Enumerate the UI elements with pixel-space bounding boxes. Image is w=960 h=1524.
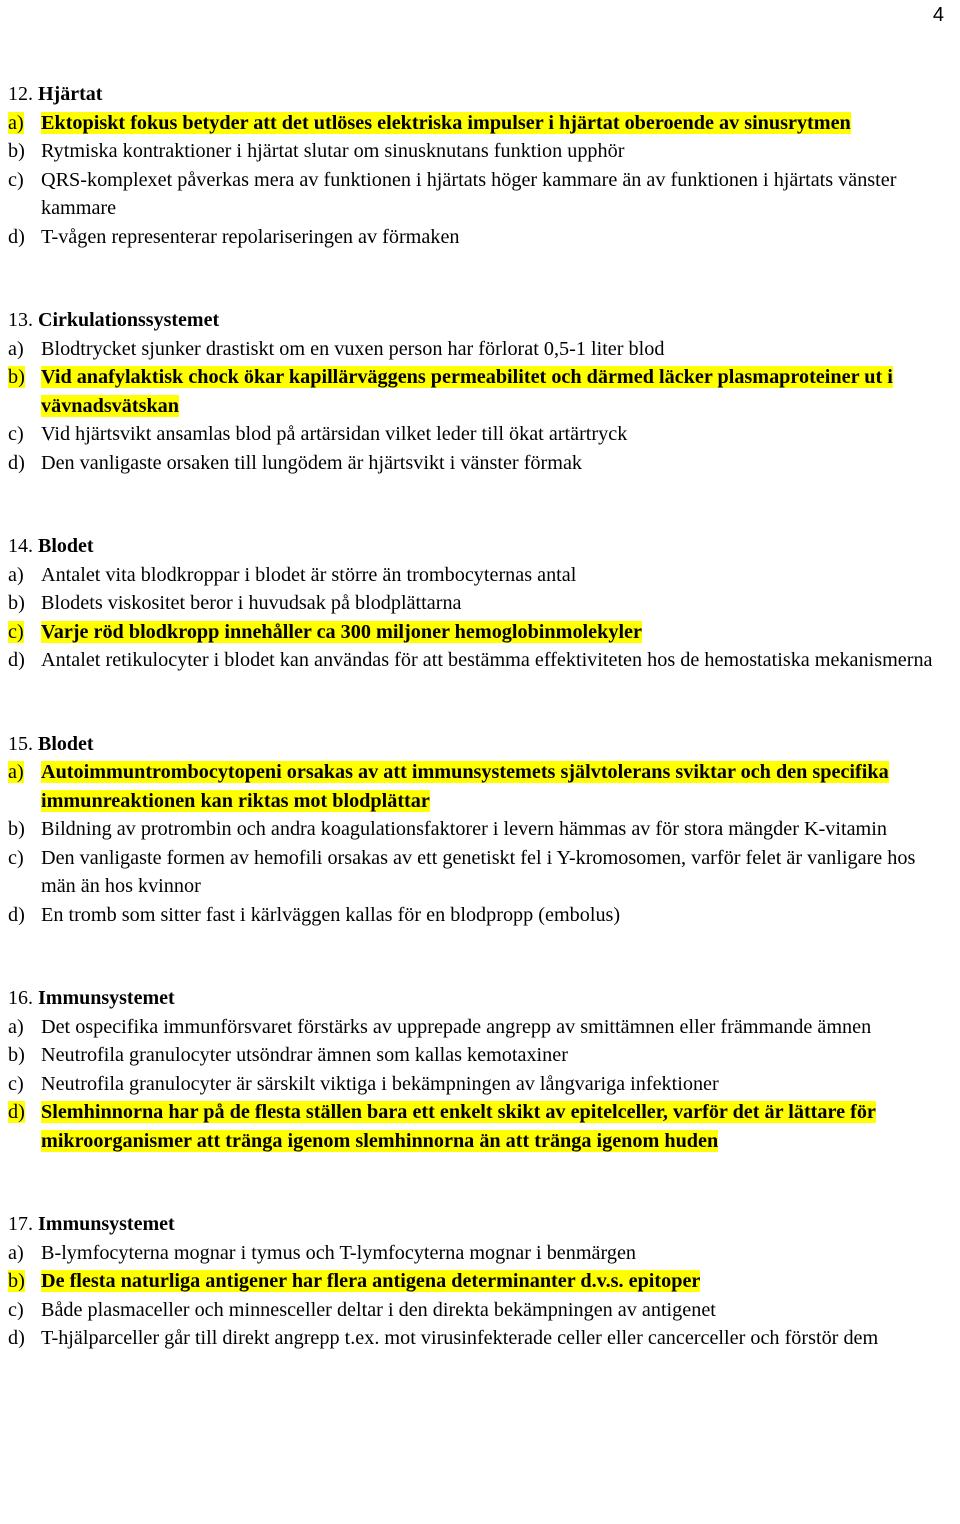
question-title [8,80,958,109]
option-letter: c) [8,620,24,643]
question-subject: Blodet [38,535,94,557]
option-text: Bildning av protrombin och andra koagulationsfaktorer i levern hämmas av för stora mängder K-vitamin [41,818,887,840]
option-c [8,844,958,901]
option-a [8,561,958,590]
option-d [8,901,958,930]
question-16 [8,984,958,1155]
question-title [8,532,958,561]
option-b [8,1267,958,1296]
option-letter: a) [8,761,24,783]
option-letter: a) [8,111,24,134]
option-letter: d) [8,225,25,248]
question-number: 15. [8,732,33,755]
option-letter: c) [8,1072,24,1095]
option-letter: d) [8,1327,25,1349]
option-letter: a) [8,1241,24,1264]
option-d [8,223,958,252]
question-12 [8,80,958,251]
option-letter: b) [8,1270,25,1292]
option-letter: c) [8,846,24,869]
highlighted-answer: Vid anafylaktisk chock ökar kapillärväggens permeabilitet och därmed läcker plasmaproteiner ut i vävnadsvätskan [41,366,893,417]
question-number: 12. [8,83,33,105]
option-a [8,1013,958,1042]
option-text [41,1267,958,1296]
option-text: B-lymfocyterna mognar i tymus och T-lymfocyterna mognar i benmärgen [41,1241,637,1264]
option-text: Rytmiska kontraktioner i hjärtat slutar om sinusknutans funktion upphör [41,140,625,162]
option-text [41,109,958,138]
question-13 [8,306,958,477]
option-text [41,618,958,647]
question-number: 14. [8,535,33,557]
question-title [8,1210,958,1239]
option-letter: b) [8,818,25,840]
option-text: Det ospecifika immunförsvaret förstärks av upprepade angrepp av smittämnen eller främmande ämnen [41,1015,872,1038]
option-text: QRS-komplexet påverkas mera av funktionen i hjärtats höger kammare än av funktionen i hjärtats vänster kammare [41,168,897,219]
option-letter: d) [8,903,25,926]
option-c [8,1296,958,1325]
option-letter: b) [8,592,25,614]
question-15 [8,730,958,930]
option-text: T-vågen representerar repolariseringen av förmaken [41,225,460,248]
option-letter: b) [8,1044,25,1066]
question-number: 16. [8,987,33,1009]
question-list [8,80,958,1408]
option-text: T-hjälparceller går till direkt angrepp t.ex. mot virusinfekterade celler eller cancerceller och förstör dem [41,1327,879,1349]
option-letter: b) [8,140,25,162]
highlighted-answer: Autoimmuntrombocytopeni orsakas av att immunsystemets självtolerans sviktar och den specifika immunreaktionen kan riktas mot blodplättar [41,761,889,812]
page-number: 4 [932,4,944,26]
question-title [8,306,958,335]
option-d [8,1324,958,1353]
option-text [41,758,958,815]
option-text: Antalet vita blodkroppar i blodet är större än trombocyternas antal [41,563,577,586]
option-b [8,363,958,420]
question-17 [8,1210,958,1353]
option-letter: d) [8,1101,25,1123]
option-c [8,420,958,449]
option-text: En tromb som sitter fast i kärlväggen kallas för en blodpropp (embolus) [41,903,621,926]
option-text: Vid hjärtsvikt ansamlas blod på artärsidan vilket leder till ökat artärtryck [41,423,628,445]
option-d [8,646,958,675]
option-letter: a) [8,337,24,360]
question-14 [8,532,958,675]
option-text: Den vanligaste orsaken till lungödem är hjärtsvikt i vänster förmak [41,451,582,474]
option-a [8,335,958,364]
option-letter: d) [8,451,25,474]
option-b [8,1041,958,1070]
option-text: Både plasmaceller och minnesceller deltar i den direkta bekämpningen av antigenet [41,1298,716,1321]
option-letter: a) [8,563,24,586]
question-title [8,984,958,1013]
option-letter: b) [8,366,25,388]
option-text [41,363,958,420]
option-b [8,815,958,844]
highlighted-answer: De flesta naturliga antigener har flera antigena determinanter d.v.s. epitoper [41,1270,701,1292]
option-text [41,1098,958,1155]
question-number: 13. [8,309,33,331]
option-a [8,109,958,138]
question-subject: Cirkulationssystemet [38,309,220,331]
option-letter: d) [8,649,25,671]
option-text: Den vanligaste formen av hemofili orsakas av ett genetiskt fel i Y-kromosomen, varför felet är vanligare hos män än hos kvinnor [41,846,916,897]
question-title [8,730,958,759]
question-subject: Immunsystemet [38,1213,175,1235]
option-text: Blodets viskositet beror i huvudsak på blodplättarna [41,592,462,614]
option-letter: c) [8,1298,24,1321]
highlighted-answer: Slemhinnorna har på de flesta ställen bara ett enkelt skikt av epitelceller, varför det är lättare för mikroorganismer att tränga igenom slemhinnorna än att tränga igenom huden [41,1101,876,1152]
option-b [8,137,958,166]
option-letter: c) [8,168,24,191]
option-c [8,618,958,647]
option-text: Neutrofila granulocyter utsöndrar ämnen som kallas kemotaxiner [41,1044,568,1066]
question-number: 17. [8,1213,33,1235]
highlighted-answer: Varje röd blodkropp innehåller ca 300 miljoner hemoglobinmolekyler [41,620,642,643]
question-subject: Immunsystemet [38,987,175,1009]
option-a [8,1239,958,1268]
option-b [8,589,958,618]
option-c [8,1070,958,1099]
question-subject: Hjärtat [38,83,103,105]
option-text: Antalet retikulocyter i blodet kan användas för att bestämma effektiviteten hos de hemostatiska mekanismerna [41,649,933,671]
option-letter: c) [8,423,24,445]
question-subject: Blodet [38,732,94,755]
option-d [8,1098,958,1155]
option-text: Neutrofila granulocyter är särskilt viktiga i bekämpningen av långvariga infektioner [41,1072,719,1095]
option-d [8,449,958,478]
option-text: Blodtrycket sjunker drastiskt om en vuxen person har förlorat 0,5-1 liter blod [41,337,665,360]
option-a [8,758,958,815]
option-letter: a) [8,1015,24,1038]
option-c [8,166,958,223]
highlighted-answer: Ektopiskt fokus betyder att det utlöses elektriska impulser i hjärtat oberoende av sinusrytmen [41,111,851,134]
